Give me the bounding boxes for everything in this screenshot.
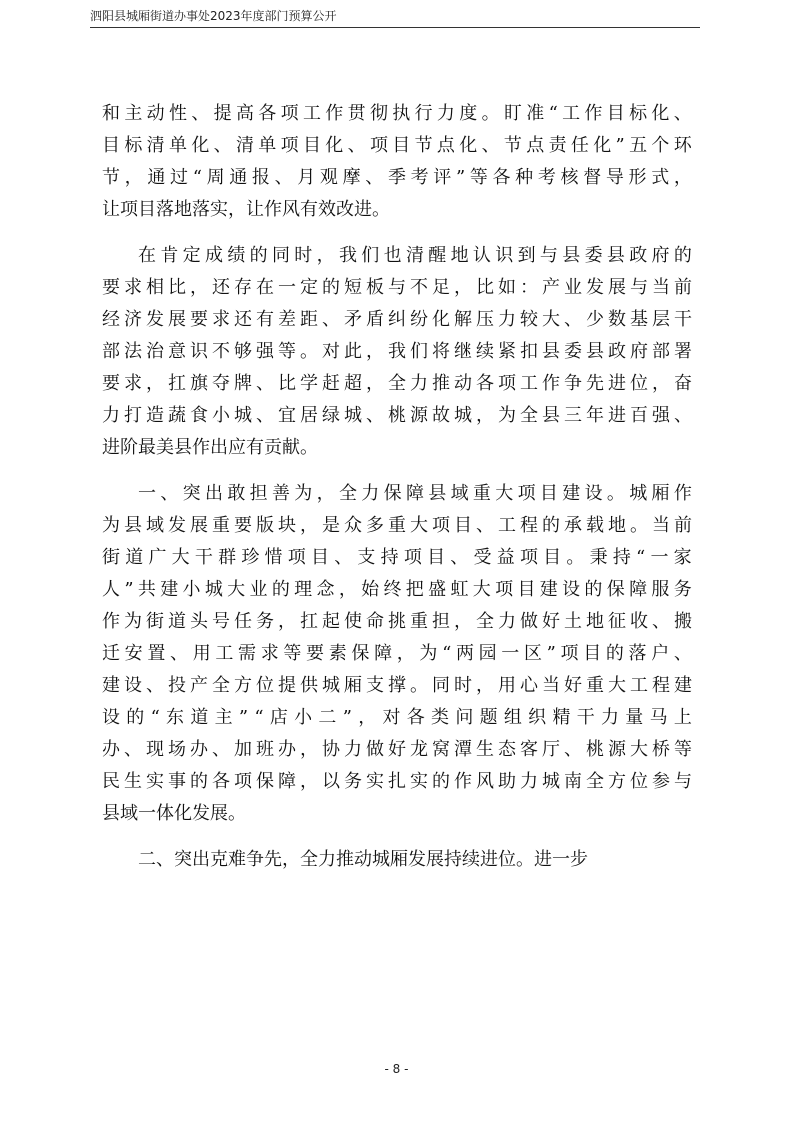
paragraph-gap	[102, 464, 692, 478]
text-line: 力 打 造 蔬 食 小 城 、 宜 居 绿 城 、 桃 源 故 城 ， 为 全 县 三 年 进 百 强 、	[102, 405, 692, 426]
text-line: 节 ， 通 过 “ 周 通 报 、 月 观 摩 、 季 考 评 ” 等 各 种 考 核 督 导 形 式 ，	[102, 167, 692, 188]
page-number: - 8 -	[384, 1062, 409, 1076]
paragraph-gap	[102, 830, 692, 844]
text-line: 在 肯 定 成 绩 的 同 时 ， 我 们 也 清 醒 地 认 识 到 与 县 委 县 政 府 的	[138, 245, 692, 266]
text-line: 民 生 实 事 的 各 项 保 障 ， 以 务 实 扎 实 的 作 风 助 力 城 南 全 方 位 参 与	[102, 771, 692, 792]
paragraph	[102, 844, 692, 876]
text-line: 办 、 现 场 办 、 加 班 办 ， 协 力 做 好 龙 窝 潭 生 态 客 厅 、 桃 源 大 桥 等	[102, 739, 692, 760]
text-line: 部 法 治 意 识 不 够 强 等 。 对 此 ， 我 们 将 继 续 紧 扣 县 委 县 政 府 部 署	[102, 341, 692, 362]
text-line: 二、突出克难争先，全力推动城厢发展持续进位。进一步	[138, 849, 588, 870]
text-line: 人 ” 共 建 小 城 大 业 的 理 念 ， 始 终 把 盛 虹 大 项 目 建 设 的 保 障 服 务	[102, 579, 692, 600]
text-line: 要 求 相 比 ， 还 存 在 一 定 的 短 板 与 不 足 ， 比 如 ： 产 业 发 展 与 当 前	[102, 277, 692, 298]
text-line: 让项目落地落实，让作风有效改进。	[102, 199, 390, 220]
paragraph-gap	[102, 226, 692, 240]
paragraph	[102, 98, 692, 226]
paragraph	[102, 478, 692, 830]
header-rule	[90, 27, 700, 28]
document-body	[102, 98, 692, 876]
text-line: 迁 安 置 、 用 工 需 求 等 要 素 保 障 ， 为 “ 两 园 一 区 ” 项 目 的 落 户 、	[102, 643, 692, 664]
text-line: 一 、 突 出 敢 担 善 为 ， 全 力 保 障 县 域 重 大 项 目 建 设 。 城 厢 作	[138, 483, 692, 504]
text-line: 为 县 域 发 展 重 要 版 块 ， 是 众 多 重 大 项 目 、 工 程 的 承 载 地 。 当 前	[102, 515, 692, 536]
text-line: 和 主 动 性 、 提 高 各 项 工 作 贯 彻 执 行 力 度 。 盯 准 “ 工 作 目 标 化 、	[102, 103, 692, 124]
text-line: 作 为 街 道 头 号 任 务 ， 扛 起 使 命 挑 重 担 ， 全 力 做 好 土 地 征 收 、 搬	[102, 611, 692, 632]
text-line: 要 求 ， 扛 旗 夺 牌 、 比 学 赶 超 ， 全 力 推 动 各 项 工 作 争 先 进 位 ， 奋	[102, 373, 692, 394]
paragraph	[102, 240, 692, 464]
text-line: 设 的 “ 东 道 主 ” “ 店 小 二 ” ， 对 各 类 问 题 组 织 精 干 力 量 马 上	[102, 707, 692, 728]
text-line: 街 道 广 大 干 群 珍 惜 项 目 、 支 持 项 目 、 受 益 项 目 。 秉 持 “ 一 家	[102, 547, 692, 568]
text-line: 建 设 、 投 产 全 方 位 提 供 城 厢 支 撑 。 同 时 ， 用 心 当 好 重 大 工 程 建	[102, 675, 692, 696]
text-line: 县域一体化发展。	[102, 803, 246, 824]
header-title: 泗阳县城厢街道办事处2023年度部门预算公开	[90, 9, 337, 23]
text-line: 经 济 发 展 要 求 还 有 差 距 、 矛 盾 纠 纷 化 解 压 力 较 大 、 少 数 基 层 干	[102, 309, 692, 330]
text-line: 目 标 清 单 化 、 清 单 项 目 化 、 项 目 节 点 化 、 节 点 责 任 化 ” 五 个 环	[102, 135, 692, 156]
text-line: 进阶最美县作出应有贡献。	[102, 437, 318, 458]
